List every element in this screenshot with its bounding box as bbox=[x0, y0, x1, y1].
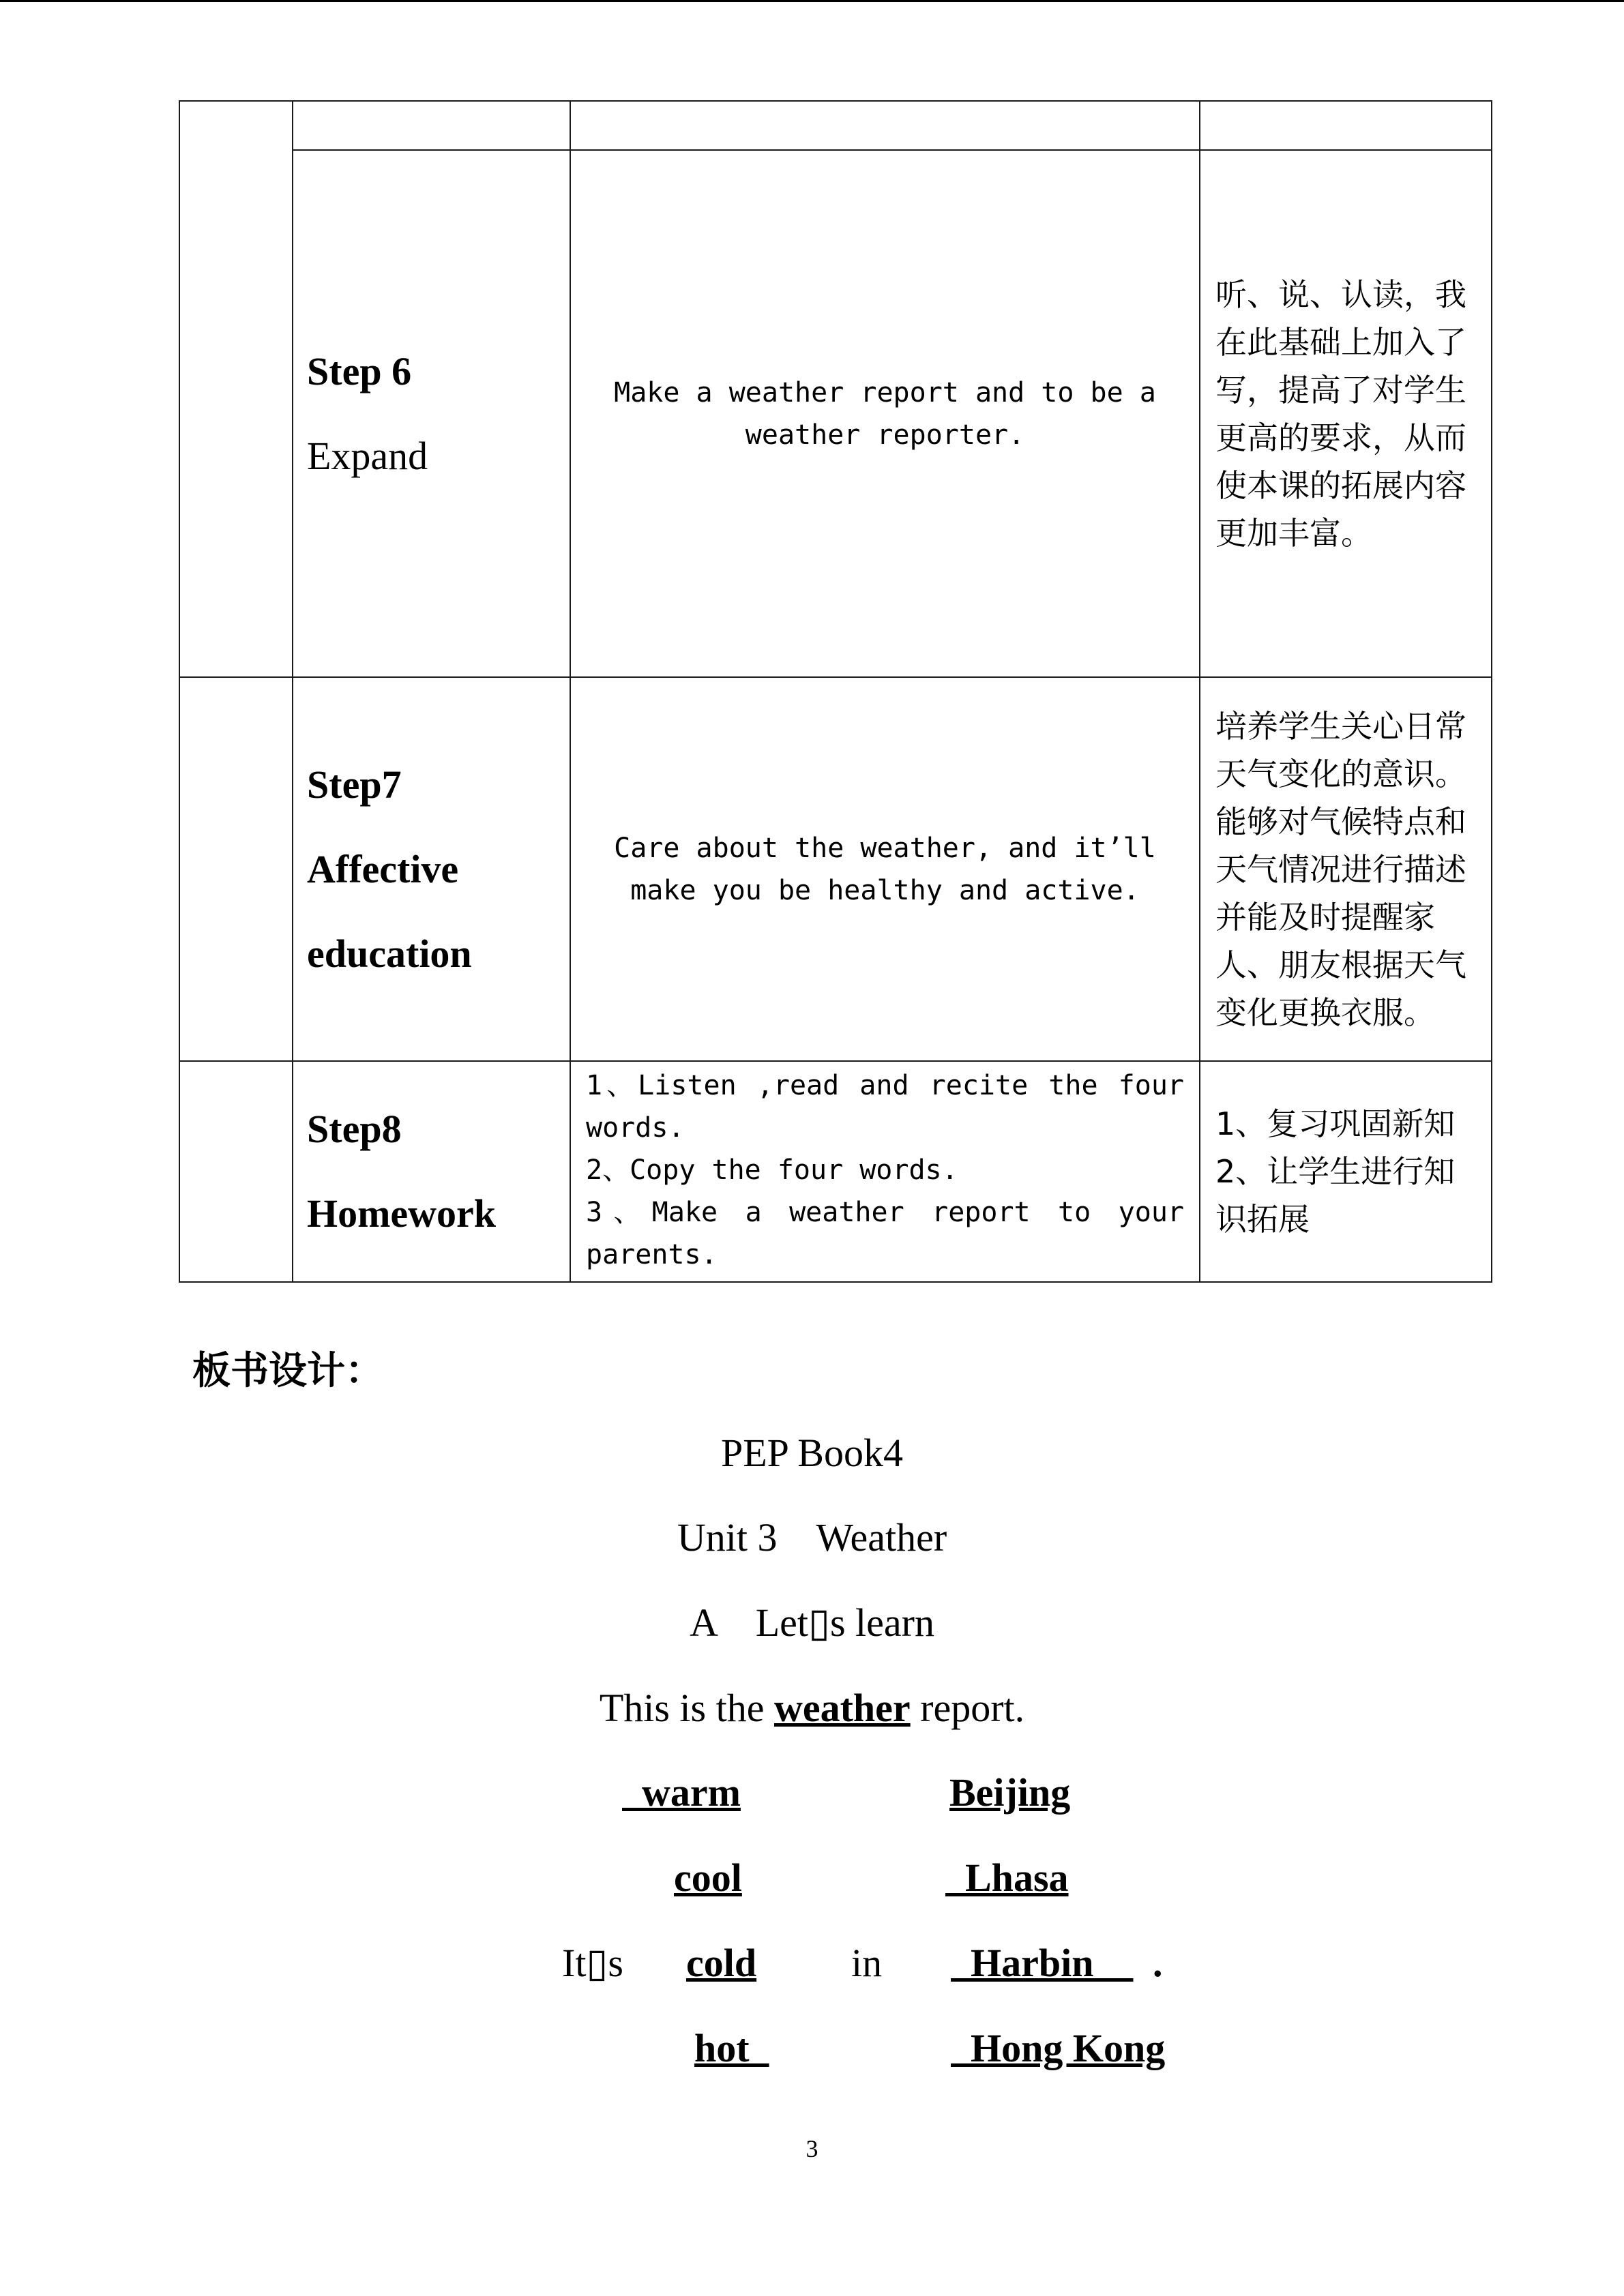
activity-text: Make a weather report and to be a weather reporter. bbox=[614, 376, 1156, 451]
board-unit: Unit 3 Weather bbox=[677, 1515, 947, 1560]
lesson-steps-table bbox=[179, 100, 1492, 1283]
activity-cell bbox=[570, 677, 1200, 1061]
blank-cell bbox=[179, 1061, 293, 1282]
note-text: 培养学生关心日常天气变化的意识。能够对气候特点和天气情况进行描述并能及时提醒家人、朋友根据天气变化更换衣服。 bbox=[1215, 707, 1466, 1031]
table-row bbox=[179, 150, 1492, 677]
city-word: Lhasa bbox=[945, 1855, 1069, 1900]
list-item: 3、Make a weather report to your parents. bbox=[586, 1197, 1201, 1270]
step-cell bbox=[293, 150, 570, 677]
list-item: 1、Listen ,read and recite the four words. bbox=[586, 1070, 1201, 1144]
list-item: 1、复习巩固新知 bbox=[1215, 1105, 1456, 1142]
step-subtitle: Homework bbox=[307, 1191, 497, 1236]
city-word: Beijing bbox=[949, 1770, 1071, 1815]
list-item: 2、Copy the four words. bbox=[586, 1154, 958, 1186]
weather-word: cool bbox=[674, 1855, 742, 1900]
step-title: Step7 bbox=[307, 762, 402, 807]
city-word: Harbin bbox=[951, 1941, 1134, 1985]
city-word: Hong Kong bbox=[951, 2026, 1166, 2070]
activity-text: Care about the weather, and it’ll make you be healthy and active. bbox=[614, 832, 1156, 906]
sentence-start: This is the bbox=[599, 1686, 774, 1730]
key-word: weather bbox=[773, 1686, 911, 1730]
weather-word: cold bbox=[686, 1941, 757, 1985]
blank-cell bbox=[570, 101, 1200, 150]
note-cell bbox=[1200, 150, 1492, 677]
sentence-in: in bbox=[851, 1941, 883, 1985]
weather-word: hot bbox=[694, 2026, 769, 2070]
step-subtitle: Expand bbox=[307, 433, 428, 478]
blank-cell bbox=[179, 677, 293, 1061]
page-number: 3 bbox=[806, 2135, 818, 2162]
note-cell bbox=[1200, 677, 1492, 1061]
note-cell bbox=[1200, 1061, 1492, 1282]
sentence-period: . bbox=[1153, 1941, 1163, 1985]
blank-cell bbox=[293, 101, 570, 150]
board-design-heading: 板书设计： bbox=[192, 1349, 383, 1393]
board-book: PEP Book4 bbox=[721, 1431, 903, 1475]
top-border bbox=[0, 0, 1624, 2]
step-subtitle: education bbox=[307, 931, 472, 976]
list-item: 2、让学生进行知识拓展 bbox=[1215, 1153, 1456, 1238]
step-subtitle: Affective bbox=[307, 846, 459, 891]
blank-cell bbox=[179, 101, 293, 677]
blank-cell bbox=[1200, 101, 1492, 150]
sentence-end: report. bbox=[910, 1686, 1025, 1730]
weather-word: warm bbox=[622, 1770, 741, 1815]
step-cell bbox=[293, 1061, 570, 1282]
step-title: Step 6 bbox=[307, 348, 412, 393]
note-text: 听、说、认读，我在此基础上加入了写，提高了对学生更高的要求，从而使本课的拓展内容更加丰富。 bbox=[1215, 275, 1466, 552]
step-title: Step8 bbox=[307, 1107, 402, 1151]
table-row bbox=[179, 101, 1492, 150]
step-cell bbox=[293, 677, 570, 1061]
board-lesson: A Let▯s learn bbox=[690, 1600, 934, 1645]
table-row bbox=[179, 1061, 1492, 1282]
activity-cell bbox=[570, 1061, 1200, 1282]
board-sentence bbox=[0, 1684, 1624, 1732]
table-row bbox=[179, 677, 1492, 1061]
activity-cell bbox=[570, 150, 1200, 677]
sentence-its: It▯s bbox=[562, 1941, 623, 1985]
